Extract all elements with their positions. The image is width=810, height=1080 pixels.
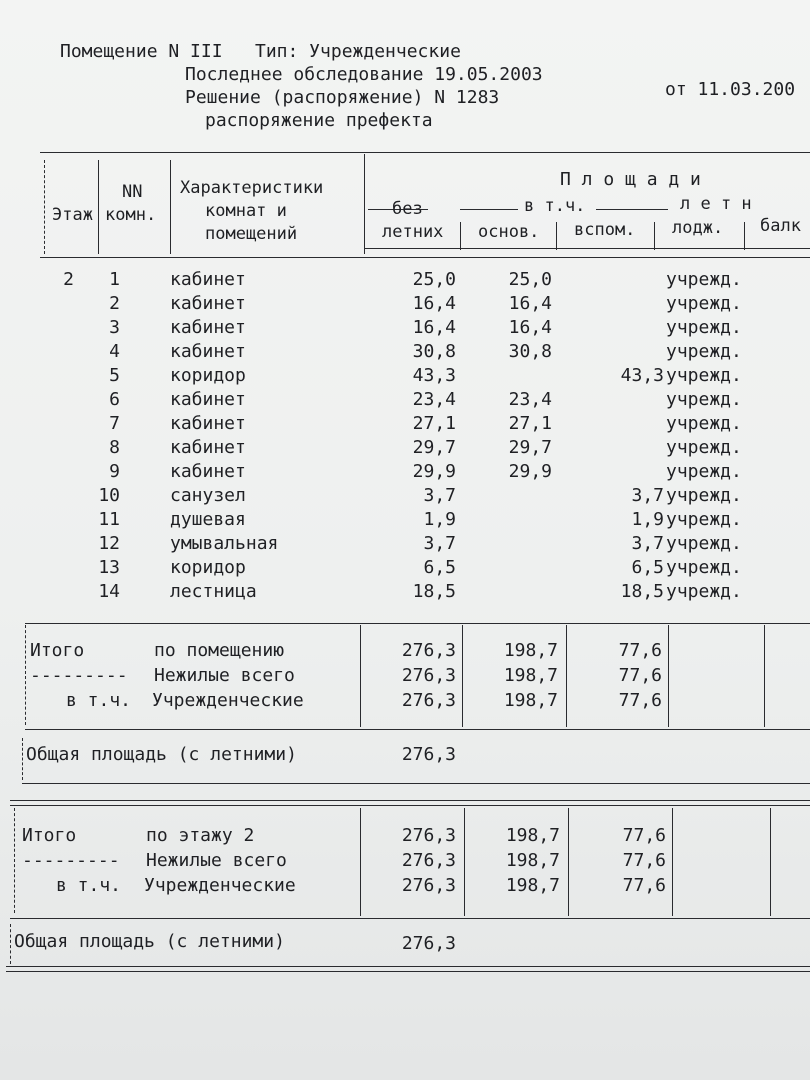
totals-label: Учрежденческие <box>152 690 304 711</box>
col-main: основ. <box>478 222 540 242</box>
row-area-aux: 3,7 <box>631 533 664 554</box>
col-aux: вспом. <box>574 220 636 240</box>
row-room-type: учрежд. <box>666 413 742 434</box>
header-left-edge <box>44 160 45 254</box>
totals-area-aux: 77,6 <box>618 690 662 711</box>
row-room-name: кабинет <box>170 437 246 458</box>
row-number: 5 <box>109 365 120 386</box>
row-area-main: 27,1 <box>508 413 552 434</box>
row-area-total: 43,3 <box>412 365 456 386</box>
row-room-name: кабинет <box>170 413 246 434</box>
floor-overall-left-edge <box>10 924 11 964</box>
row-area-aux: 6,5 <box>631 557 664 578</box>
totals-label: Учрежденческие <box>144 875 296 896</box>
row-room-type: учрежд. <box>666 293 742 314</box>
totals-area-aux: 77,6 <box>618 665 662 686</box>
row-area-main: 29,7 <box>508 437 552 458</box>
totals-area-main: 198,7 <box>505 875 560 896</box>
last-survey: Последнее обследование 19.05.2003 <box>185 64 543 85</box>
row-area-main: 25,0 <box>508 269 552 290</box>
row-room-type: учрежд. <box>666 533 742 554</box>
room-totals-top-rule <box>25 623 810 624</box>
col-incl: в т.ч. <box>524 196 586 216</box>
row-area-total: 3,7 <box>423 533 456 554</box>
totals-area-aux: 77,6 <box>622 825 666 846</box>
header-rule-incl-left <box>460 209 518 210</box>
table-top-rule <box>40 152 810 153</box>
row-area-total: 16,4 <box>412 317 456 338</box>
floor-totals-bottom-rule <box>10 918 810 919</box>
col-char-3: помещений <box>205 224 298 244</box>
floor-overall-label: Общая площадь (с летними) <box>14 931 285 952</box>
totals-label-prefix: в т.ч. <box>66 690 132 711</box>
row-number: 7 <box>109 413 120 434</box>
row-number: 9 <box>109 461 120 482</box>
header-divider-floor <box>98 160 99 254</box>
row-number: 14 <box>98 581 120 602</box>
decision-number: Решение (распоряжение) N 1283 <box>185 87 500 108</box>
room-totals-divider-5 <box>764 625 765 727</box>
row-number: 2 <box>109 293 120 314</box>
row-room-name: кабинет <box>170 317 246 338</box>
room-overall-left-edge <box>22 738 23 780</box>
row-area-main: 29,9 <box>508 461 552 482</box>
row-room-name: кабинет <box>170 461 246 482</box>
col-char-1: Характеристики <box>180 178 324 198</box>
floor-totals-divider-4 <box>672 808 673 916</box>
row-room-type: учрежд. <box>666 581 742 602</box>
row-room-type: учрежд. <box>666 461 742 482</box>
header-divider-loggia <box>744 222 745 250</box>
row-room-type: учрежд. <box>666 317 742 338</box>
col-area: П л о щ а д и <box>560 169 701 190</box>
row-room-name: кабинет <box>170 389 246 410</box>
row-area-main: 30,8 <box>508 341 552 362</box>
row-area-aux: 3,7 <box>631 485 664 506</box>
row-area-total: 25,0 <box>412 269 456 290</box>
totals-label: Нежилые всего <box>154 665 295 686</box>
row-number: 10 <box>98 485 120 506</box>
room-overall-rule <box>22 783 810 784</box>
header-rule-incl-right <box>596 209 668 210</box>
col-floor: Этаж <box>52 205 93 225</box>
totals-label: Нежилые всего <box>146 850 287 871</box>
row-room-name: лестница <box>170 581 257 602</box>
totals-area-total: 276,3 <box>401 665 456 686</box>
col-balcony: балк <box>760 216 801 236</box>
totals-label-prefix: в т.ч. <box>56 875 122 896</box>
totals-area-aux: 77,6 <box>622 850 666 871</box>
room-label: Помещение N III <box>60 41 223 62</box>
totals-label-prefix: --------- <box>30 665 128 686</box>
row-area-aux: 43,3 <box>620 365 664 386</box>
row-area-main: 16,4 <box>508 293 552 314</box>
totals-area-main: 198,7 <box>505 850 560 871</box>
row-room-type: учрежд. <box>666 389 742 410</box>
header-divider-char <box>364 154 365 254</box>
row-room-type: учрежд. <box>666 557 742 578</box>
row-number: 1 <box>109 269 120 290</box>
row-room-name: коридор <box>170 365 246 386</box>
row-area-total: 16,4 <box>412 293 456 314</box>
floor-totals-top-rule-1 <box>10 800 810 801</box>
floor-overall-rule-1 <box>6 966 810 967</box>
col-summer: л е т н <box>680 194 752 214</box>
totals-label-prefix: Итого <box>30 640 85 661</box>
room-totals-bottom-rule <box>25 729 810 730</box>
room-totals-left-edge <box>25 625 26 725</box>
col-without-bottom: летних <box>382 222 444 242</box>
floor-totals-top-rule-2 <box>10 805 810 806</box>
row-area-total: 3,7 <box>423 485 456 506</box>
row-number: 13 <box>98 557 120 578</box>
header-divider-nn <box>170 160 171 254</box>
totals-label-prefix: --------- <box>22 850 120 871</box>
floor-overall-rule-2 <box>6 971 810 972</box>
header-divider-main <box>556 222 557 250</box>
row-area-aux: 18,5 <box>620 581 664 602</box>
totals-area-total: 276,3 <box>401 825 456 846</box>
row-number: 12 <box>98 533 120 554</box>
room-type: Тип: Учрежденческие <box>255 41 461 62</box>
row-room-name: кабинет <box>170 293 246 314</box>
totals-label: по этажу 2 <box>146 825 255 846</box>
col-loggia: лодж. <box>672 218 724 238</box>
totals-area-total: 276,3 <box>401 875 456 896</box>
header-divider-total <box>460 222 461 250</box>
row-room-name: санузел <box>170 485 246 506</box>
totals-area-total: 276,3 <box>401 850 456 871</box>
row-room-type: учрежд. <box>666 485 742 506</box>
totals-area-total: 276,3 <box>401 640 456 661</box>
room-totals-divider-4 <box>668 625 669 727</box>
row-area-total: 6,5 <box>423 557 456 578</box>
row-number: 8 <box>109 437 120 458</box>
col-without-top: без <box>392 199 423 219</box>
row-room-name: кабинет <box>170 341 246 362</box>
totals-area-aux: 77,6 <box>618 640 662 661</box>
totals-area-total: 276,3 <box>401 690 456 711</box>
row-area-main: 16,4 <box>508 317 552 338</box>
decision-date: от 11.03.200 <box>665 79 796 100</box>
row-floor: 2 <box>63 269 74 290</box>
row-number: 4 <box>109 341 120 362</box>
row-area-main: 23,4 <box>508 389 552 410</box>
row-area-total: 29,9 <box>412 461 456 482</box>
row-area-total: 18,5 <box>412 581 456 602</box>
row-room-name: кабинет <box>170 269 246 290</box>
row-area-aux: 1,9 <box>631 509 664 530</box>
row-area-total: 27,1 <box>412 413 456 434</box>
totals-label-prefix: Итого <box>22 825 77 846</box>
row-area-total: 23,4 <box>412 389 456 410</box>
row-number: 3 <box>109 317 120 338</box>
row-number: 6 <box>109 389 120 410</box>
col-nn-top: NN <box>122 182 143 202</box>
room-overall-value: 276,3 <box>401 744 456 765</box>
header-divider-aux <box>654 222 655 250</box>
totals-area-aux: 77,6 <box>622 875 666 896</box>
room-overall-label: Общая площадь (с летними) <box>26 744 297 765</box>
row-room-type: учрежд. <box>666 341 742 362</box>
floor-totals-left-edge <box>14 808 15 913</box>
row-room-name: душевая <box>170 509 246 530</box>
col-char-2: комнат и <box>205 201 287 221</box>
row-area-total: 29,7 <box>412 437 456 458</box>
totals-area-main: 198,7 <box>505 825 560 846</box>
row-number: 11 <box>98 509 120 530</box>
row-area-total: 1,9 <box>423 509 456 530</box>
row-room-name: умывальная <box>170 533 279 554</box>
row-room-name: коридор <box>170 557 246 578</box>
totals-area-main: 198,7 <box>503 690 558 711</box>
col-nn-bottom: комн. <box>105 205 157 225</box>
floor-overall-value: 276,3 <box>401 933 456 954</box>
decree-label: распоряжение префекта <box>205 110 433 131</box>
header-bottom-rule <box>40 257 810 258</box>
totals-area-main: 198,7 <box>503 640 558 661</box>
row-room-type: учрежд. <box>666 269 742 290</box>
floor-totals-divider-5 <box>770 808 771 916</box>
totals-area-main: 198,7 <box>503 665 558 686</box>
totals-label: по помещению <box>154 640 285 661</box>
row-room-type: учрежд. <box>666 365 742 386</box>
row-room-type: учрежд. <box>666 437 742 458</box>
row-room-type: учрежд. <box>666 509 742 530</box>
row-area-total: 30,8 <box>412 341 456 362</box>
